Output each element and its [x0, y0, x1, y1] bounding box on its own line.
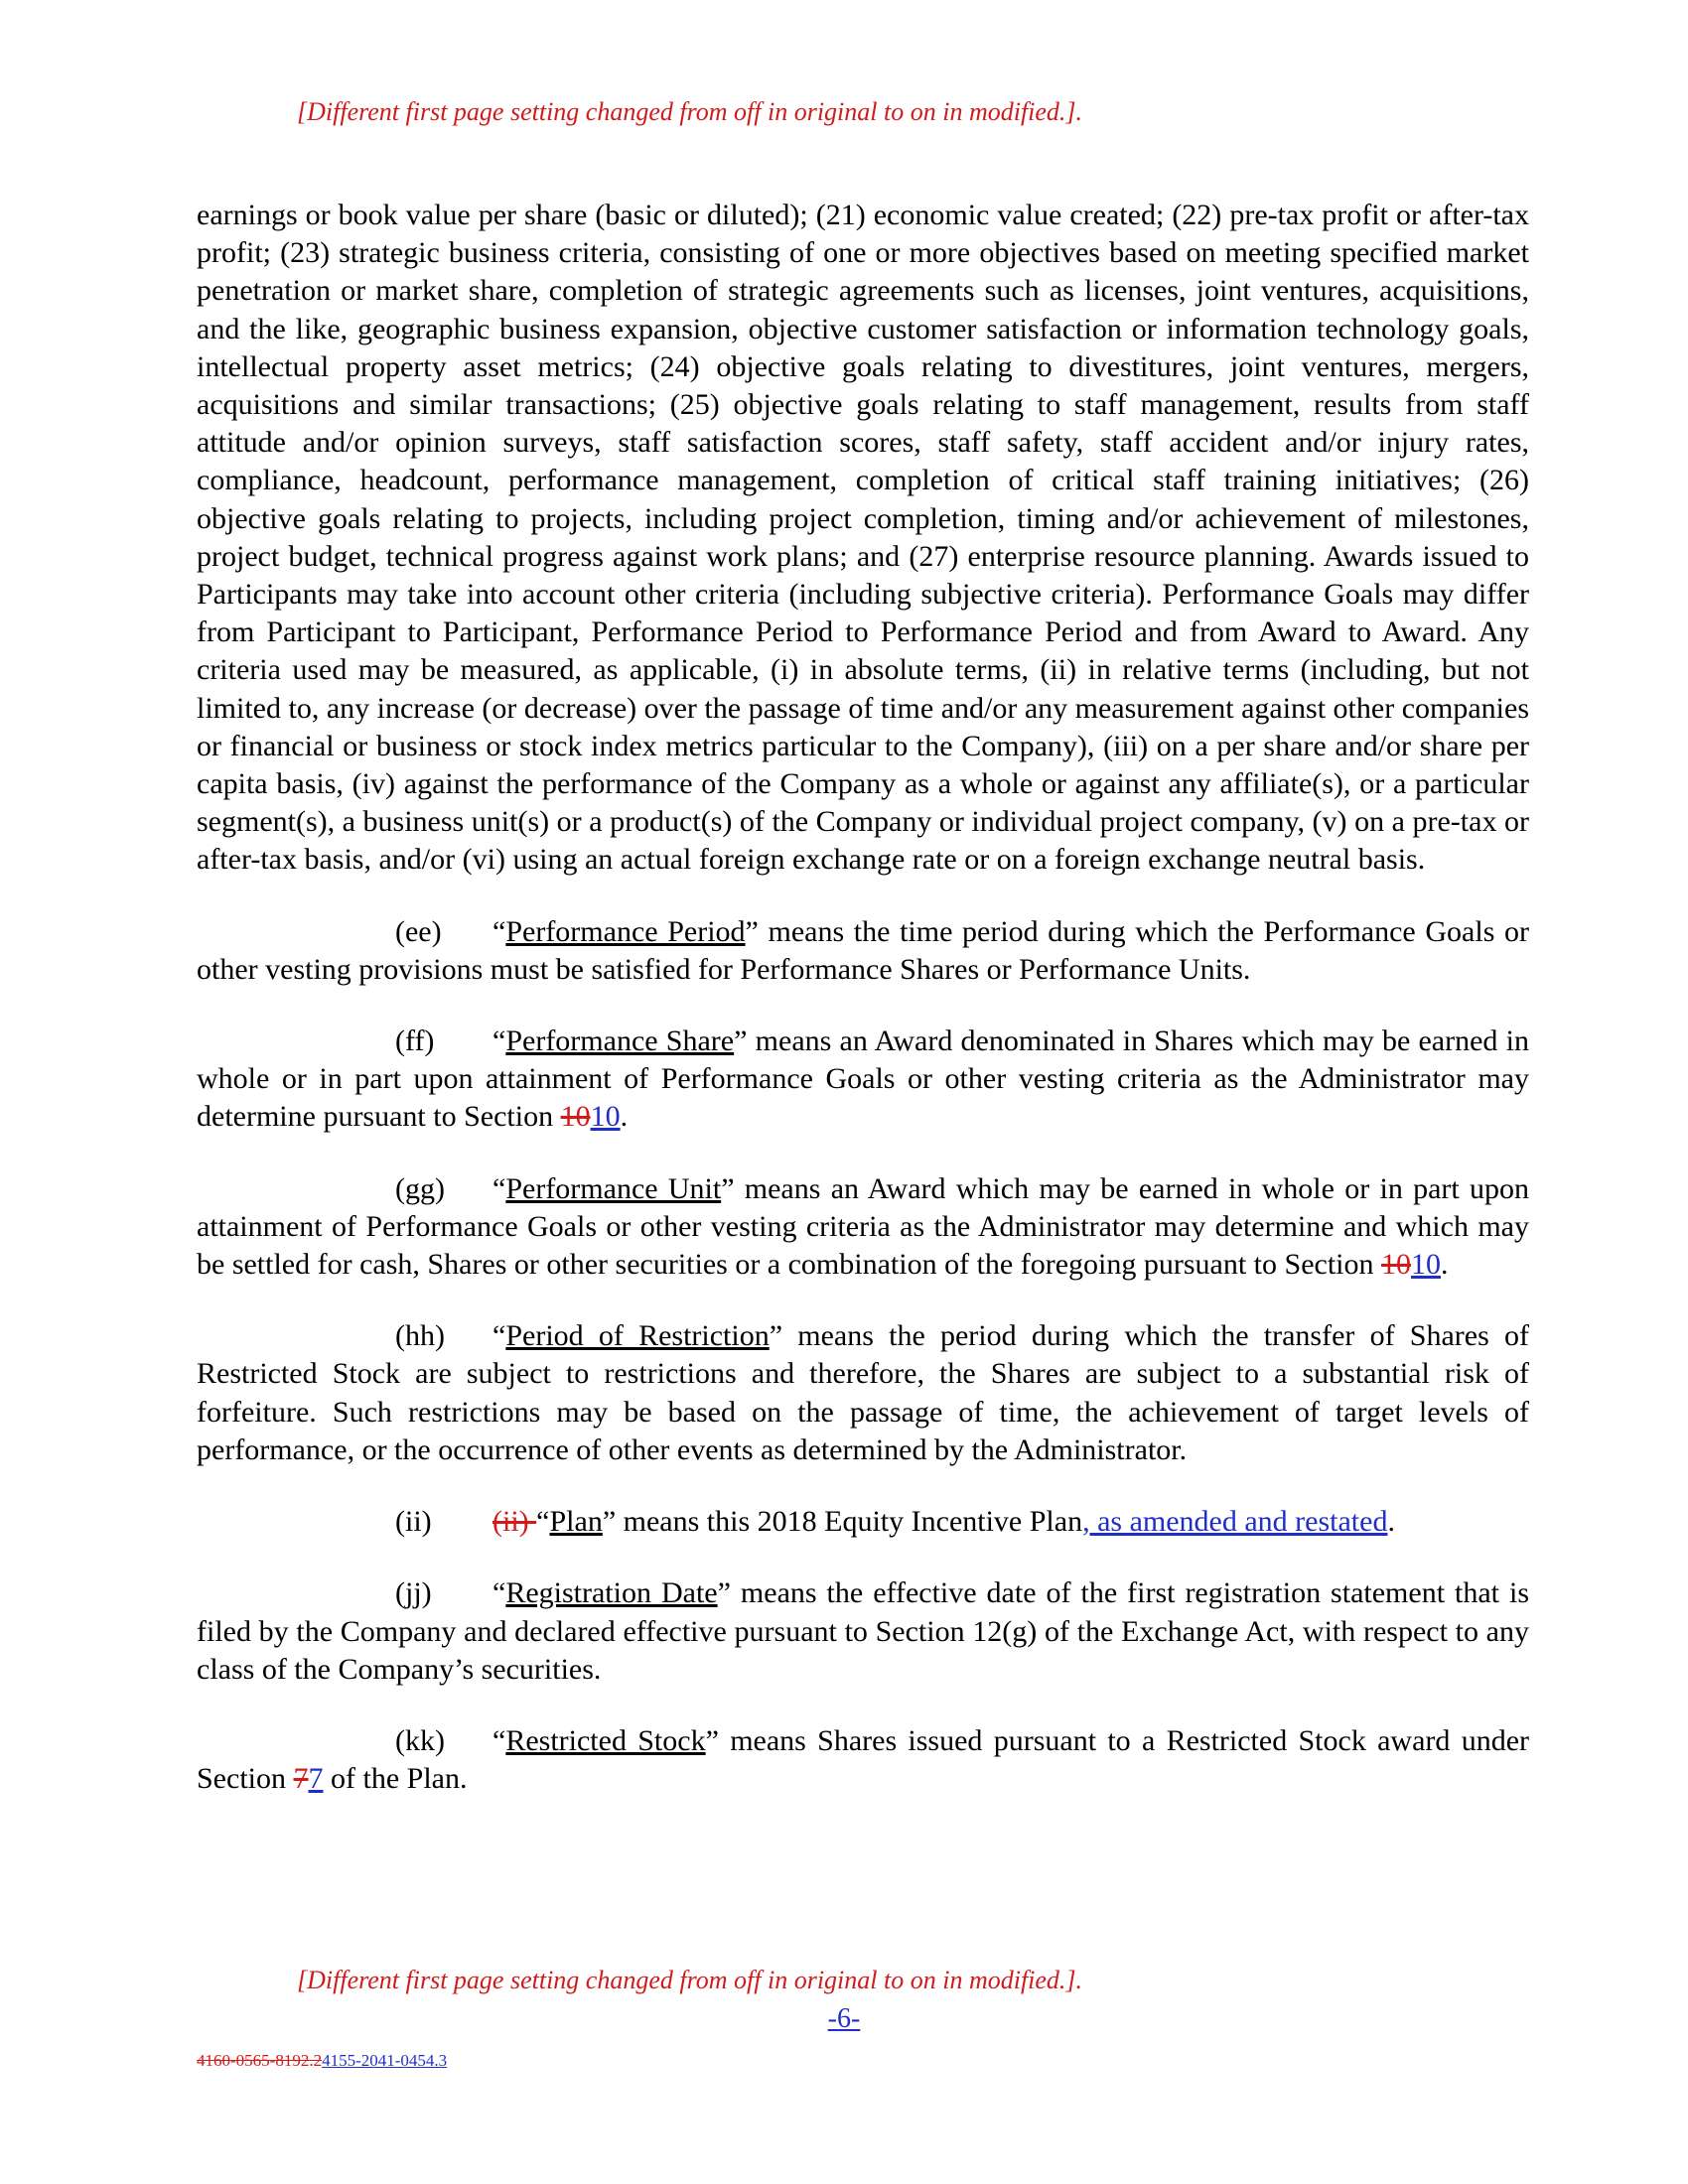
- inserted-text: 10: [1411, 1248, 1441, 1282]
- document-id: [197, 2051, 447, 2071]
- continuation-paragraph: earnings or book value per share (basic or diluted); (21) economic value created; (22) pre-tax profit or after-tax profit; (23) strategic business criteria, consisting of one or more objectives based on meeting specified market penetration or market share, completion of strategic agreements such as licenses, joint ventures, acquisitions, and the like, geographic business expansion, objective customer satisfaction or information technology goals, intellectual property asset metrics; (24) objective goals relating to divestitures, joint ventures, mergers, acquisitions and similar transactions; (25) objective goals relating to staff management, results from staff attitude and/or opinion surveys, staff satisfaction scores, staff safety, staff accident and/or injury rates, compliance, headcount, performance management, completion of critical staff training initiatives; (26) objective goals relating to projects, including project completion, timing and/or achievement of milestones, project budget, technical progress against work plans; and (27) enterprise resource planning. Awards issued to Participants may take into account other criteria (including subjective criteria). Performance Goals may differ from Participant to Participant, Performance Period to Performance Period and from Award to Award. Any criteria used may be measured, as applicable, (i) in absolute terms, (ii) in relative terms (including, but not limited to, any increase (or decrease) over the passage of time and/or any measurement against other companies or financial or business or stock index metrics particular to the Company), (iii) on a per share and/or share per capita basis, (iv) against the performance of the Company as a whole or against any affiliate(s), or a particular segment(s), a business unit(s) or a product(s) of the Company or individual project company, (v) on a pre-tax or after-tax basis, and/or (vi) using an actual foreign exchange rate or on a foreign exchange neutral basis.: [197, 199, 1529, 877]
- deleted-text: 10: [1381, 1248, 1411, 1282]
- definition-text: means this 2018 Equity Incentive Plan: [616, 1505, 1083, 1539]
- definition-number: (jj): [395, 1576, 432, 1610]
- doc-id-deleted: 4160-0565-8192.2: [197, 2051, 323, 2070]
- defined-term: Plan: [549, 1505, 603, 1539]
- inserted-text: , as amended and restated: [1082, 1505, 1388, 1539]
- definition-number: (gg): [395, 1171, 445, 1205]
- document-body: [197, 197, 1529, 1832]
- definition-hh: (hh) “Period of Restriction” means the period during which the transfer of Shares of Restricted Stock are subject to restrictions and therefore, the Shares are subject to a substantial risk of forfeiture. Such restrictions may be based on the passage of time, the achievement of target levels of performance, or the occurrence of other events as determined by the Administrator.: [197, 1319, 1529, 1466]
- inserted-text: 7: [308, 1762, 324, 1796]
- definition-gg: (gg) “Performance Unit” means an Award which may be earned in whole or in part upon attainment of Performance Goals or other vesting criteria as the Administrator may determine and which may be settled for cash, Shares or other securities or a combination of the foregoing pursuant to Section 1010.: [197, 1171, 1529, 1282]
- definition-ff: (ff) “Performance Share” means an Award denominated in Shares which may be earned in whole or in part upon attainment of Performance Goals or other vesting criteria as the Administrator may determine pursuant to Section 1010.: [197, 1024, 1529, 1134]
- definition-number: (ff): [395, 1024, 435, 1058]
- defined-term: Period of Restriction: [505, 1319, 770, 1353]
- definition-jj: (jj) “Registration Date” means the effective date of the first registration statement that is filed by the Company and declared effective pursuant to Section 12(g) of the Exchange Act, with respect to any class of the Company’s securities.: [197, 1576, 1529, 1686]
- defined-term: Registration Date: [505, 1576, 718, 1610]
- page-number: -6-: [827, 2003, 861, 2034]
- definition-text: means the time period during which the Performance Goals or other vesting provisions must be satisfied for Performance Shares or Performance Units.: [197, 914, 1529, 986]
- definition-ii: (ii) (ii) “Plan” means this 2018 Equity Incentive Plan, as amended and restated.: [197, 1503, 1529, 1541]
- definition-number: (ee): [395, 914, 442, 948]
- doc-id-inserted: 4155-2041-0454.3: [322, 2051, 448, 2070]
- deleted-text: 10: [560, 1100, 591, 1134]
- definition-number: (ii): [395, 1505, 432, 1539]
- deleted-text: 7: [293, 1762, 309, 1796]
- definition-text: means an Award which may be earned in whole or in part upon attainment of Performance Goals or other vesting criteria as the Administrator may determine and which may be settled for cash, Shares or other securities or a combination of the foregoing pursuant to Section: [197, 1171, 1529, 1282]
- defined-term: Performance Unit: [505, 1171, 722, 1205]
- definition-text: means Shares issued pursuant to a Restricted Stock award under Section: [197, 1723, 1530, 1796]
- definition-text: means the effective date of the first registration statement that is filed by the Company and declared effective pursuant to Section 12(g) of the Exchange Act, with respect to any class of the Company’s securities.: [197, 1576, 1529, 1686]
- deleted-text: (ii): [492, 1505, 537, 1539]
- definition-end: of the Plan.: [323, 1762, 468, 1796]
- definition-number: (kk): [395, 1723, 445, 1757]
- defined-term: Performance Share: [505, 1024, 735, 1058]
- definition-ee: (ee) “Performance Period” means the time period during which the Performance Goals or other vesting provisions must be satisfied for Performance Shares or Performance Units.: [197, 914, 1529, 986]
- definition-text: means the period during which the transfer of Shares of Restricted Stock are subject to restrictions and therefore, the Shares are subject to a substantial risk of forfeiture. Such restrictions may be based on the passage of time, the achievement of target levels of performance, or the occurrence of other events as determined by the Administrator.: [197, 1319, 1529, 1466]
- defined-term: Performance Period: [505, 914, 746, 948]
- defined-term: Restricted Stock: [505, 1723, 706, 1757]
- inserted-text: 10: [590, 1100, 621, 1134]
- definition-text: means an Award denominated in Shares which may be earned in whole or in part upon attainment of Performance Goals or other vesting criteria as the Administrator may determine pursuant to Section: [197, 1024, 1529, 1134]
- footer-change-note: [Different first page setting changed from off in original to on in modified.].: [297, 1966, 1083, 1994]
- definition-kk: (kk) “Restricted Stock” means Shares issued pursuant to a Restricted Stock award under Section 77 of the Plan.: [197, 1723, 1530, 1796]
- definition-end: .: [1441, 1248, 1449, 1282]
- definition-end: .: [1387, 1505, 1395, 1539]
- definition-end: .: [620, 1100, 629, 1134]
- definition-number: (hh): [395, 1319, 445, 1353]
- header-change-note: [Different first page setting changed from off in original to on in modified.].: [297, 97, 1083, 126]
